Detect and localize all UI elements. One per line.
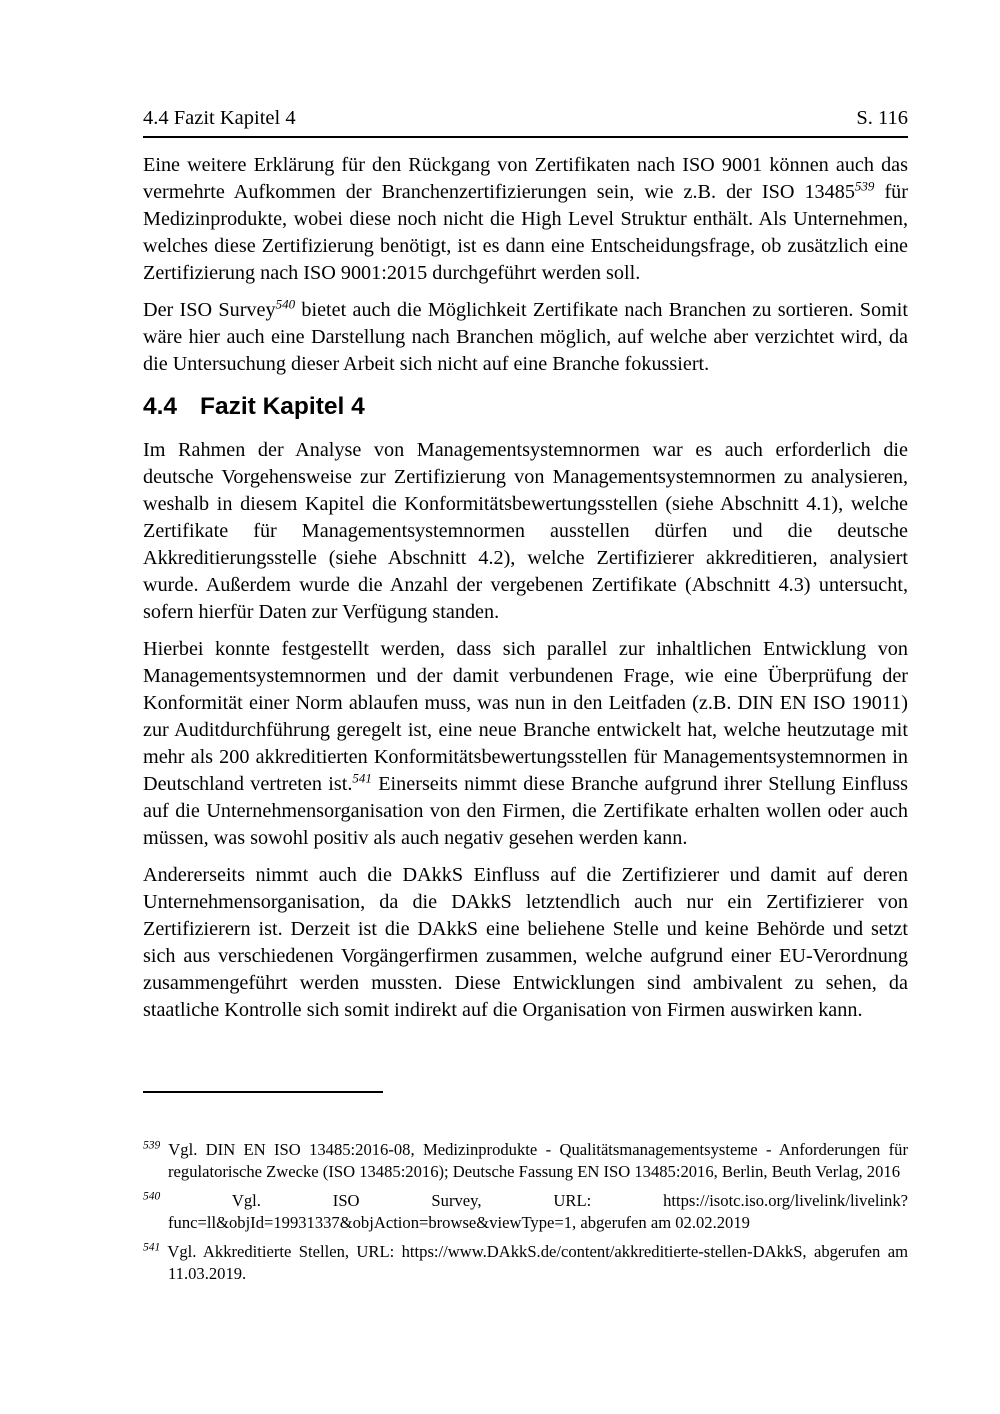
footnote-ref-540: 540 [275, 296, 296, 312]
footnote-541-marker: 541 [143, 1241, 161, 1254]
section-title: Fazit Kapitel 4 [200, 393, 365, 420]
footnote-ref-541: 541 [352, 770, 372, 786]
paragraph-1-text-cont: für Medizinprodukte, wobei diese noch nicht die High Level Struktur enthält. Als Unternehmen, welches diese Zertifizierung benötigt, ist es dann eine Entscheidungsfrage, ob zusätzlich eine Zertifizierung nach ISO 9001:2015 durchgeführt werden soll. [143, 181, 908, 284]
footnote-539 [143, 1139, 908, 1183]
paragraph-4-text: Hierbei konnte festgestellt werden, dass sich parallel zur inhaltlichen Entwicklung von Managementsystemnormen und der damit verbundenen Frage, wie eine Überprüfung der Konformität einer Norm ablaufen muss, was nun in den Leitfaden (z.B. DIN EN ISO 19011) zur Auditdurchführung geregelt ist, eine neue Branche entwickelt hat, welche heutzutage mit mehr als 200 akkreditierten Konformitätsbewertungsstellen für Managementsystemnormen in Deutschland vertreten ist. [143, 638, 908, 795]
page-content [143, 152, 908, 1024]
footnote-541-text: Vgl. Akkreditierte Stellen, URL: https://www.DAkkS.de/content/akkreditierte-stellen-DAkkS, abgerufen am 11.03.2019. [167, 1242, 908, 1283]
footnote-540 [143, 1190, 908, 1234]
paragraph-5 [143, 862, 908, 1024]
paragraph-3-text: Im Rahmen der Analyse von Managementsystemnormen war es auch erforderlich die deutsche Vorgehensweise zur Zertifizierung von Managementsystemnormen zu analysieren, weshalb in diesem Kapitel die Konformitätsbewertungsstellen (siehe Abschnitt 4.1), welche Zertifikate für Managementsystemnormen ausstellen dürfen und die deutsche Akkreditierungsstelle (siehe Abschnitt 4.2), welche Zertifizierer akkreditieren, analysiert wurde. Außerdem wurde die Anzahl der vergebenen Zertifikate (Abschnitt 4.3) untersucht, sofern hierfür Daten zur Verfügung standen. [143, 439, 908, 623]
paragraph-4-text-cont: Einerseits nimmt diese Branche aufgrund ihrer Stellung Einfluss auf die Unternehmensorganisation von den Firmen, die Zertifikate erhalten wollen oder auch müssen, was sowohl positiv als auch negativ gesehen werden kann. [143, 773, 908, 849]
paragraph-3 [143, 437, 908, 626]
paragraph-1 [143, 152, 908, 287]
footnote-540-marker: 540 [143, 1190, 161, 1203]
section-heading [143, 393, 908, 421]
paragraph-2-text: Der ISO Survey [143, 299, 276, 321]
paragraph-2 [143, 297, 908, 378]
paragraph-1-text: Eine weitere Erklärung für den Rückgang von Zertifikaten nach ISO 9001 können auch das vermehrte Aufkommen der Branchenzertifizierungen sein, wie z.B. der ISO 13485 [143, 154, 908, 203]
section-number: 4.4 [143, 393, 178, 420]
running-head: 4.4 Fazit Kapitel 4 [143, 107, 296, 129]
page-number: S. 116 [856, 107, 908, 129]
footnote-separator [143, 1091, 383, 1093]
paragraph-5-text: Andererseits nimmt auch die DAkkS Einfluss auf die Zertifizierer und damit auf deren Unternehmensorganisation, da die DAkkS letztendlich auch nur ein Zertifizierer von Zertifizierern ist. Derzeit ist die DAkkS eine beliehene Stelle und keine Behörde und setzt sich aus verschiedenen Vorgängerfirmen zusammen, welche aufgrund einer EU-Verordnung zusammengeführt werden mussten. Diese Entwicklungen sind ambivalent zu sehen, da staatliche Kontrolle sich somit indirekt auf die Organisation von Firmen auswirken kann. [143, 864, 908, 1021]
footnotes-area [143, 1091, 908, 1292]
footnote-541 [143, 1241, 908, 1285]
paragraph-4 [143, 636, 908, 852]
footnote-539-text: Vgl. DIN EN ISO 13485:2016-08, Medizinprodukte - Qualitätsmanagementsysteme - Anforderungen für regulatorische Zwecke (ISO 13485:2016); Deutsche Fassung EN ISO 13485:2016, Berlin, Beuth Verlag, 2016 [168, 1140, 908, 1181]
paragraph-2-text-cont: bietet auch die Möglichkeit Zertifikate nach Branchen zu sortieren. Somit wäre hier auch eine Darstellung nach Branchen möglich, auf welche aber verzichtet wird, da die Untersuchung dieser Arbeit sich nicht auf eine Branche fokussiert. [143, 299, 909, 375]
footnote-540-text: Vgl. ISO Survey, URL: https://isotc.iso.org/livelink/livelink?func=ll&objId=19931337&objAction=browse&viewType=1, abgerufen am 02.02.2019 [168, 1191, 908, 1232]
footnote-ref-539: 539 [854, 178, 875, 194]
page-header [143, 106, 908, 138]
footnote-539-marker: 539 [143, 1139, 161, 1152]
